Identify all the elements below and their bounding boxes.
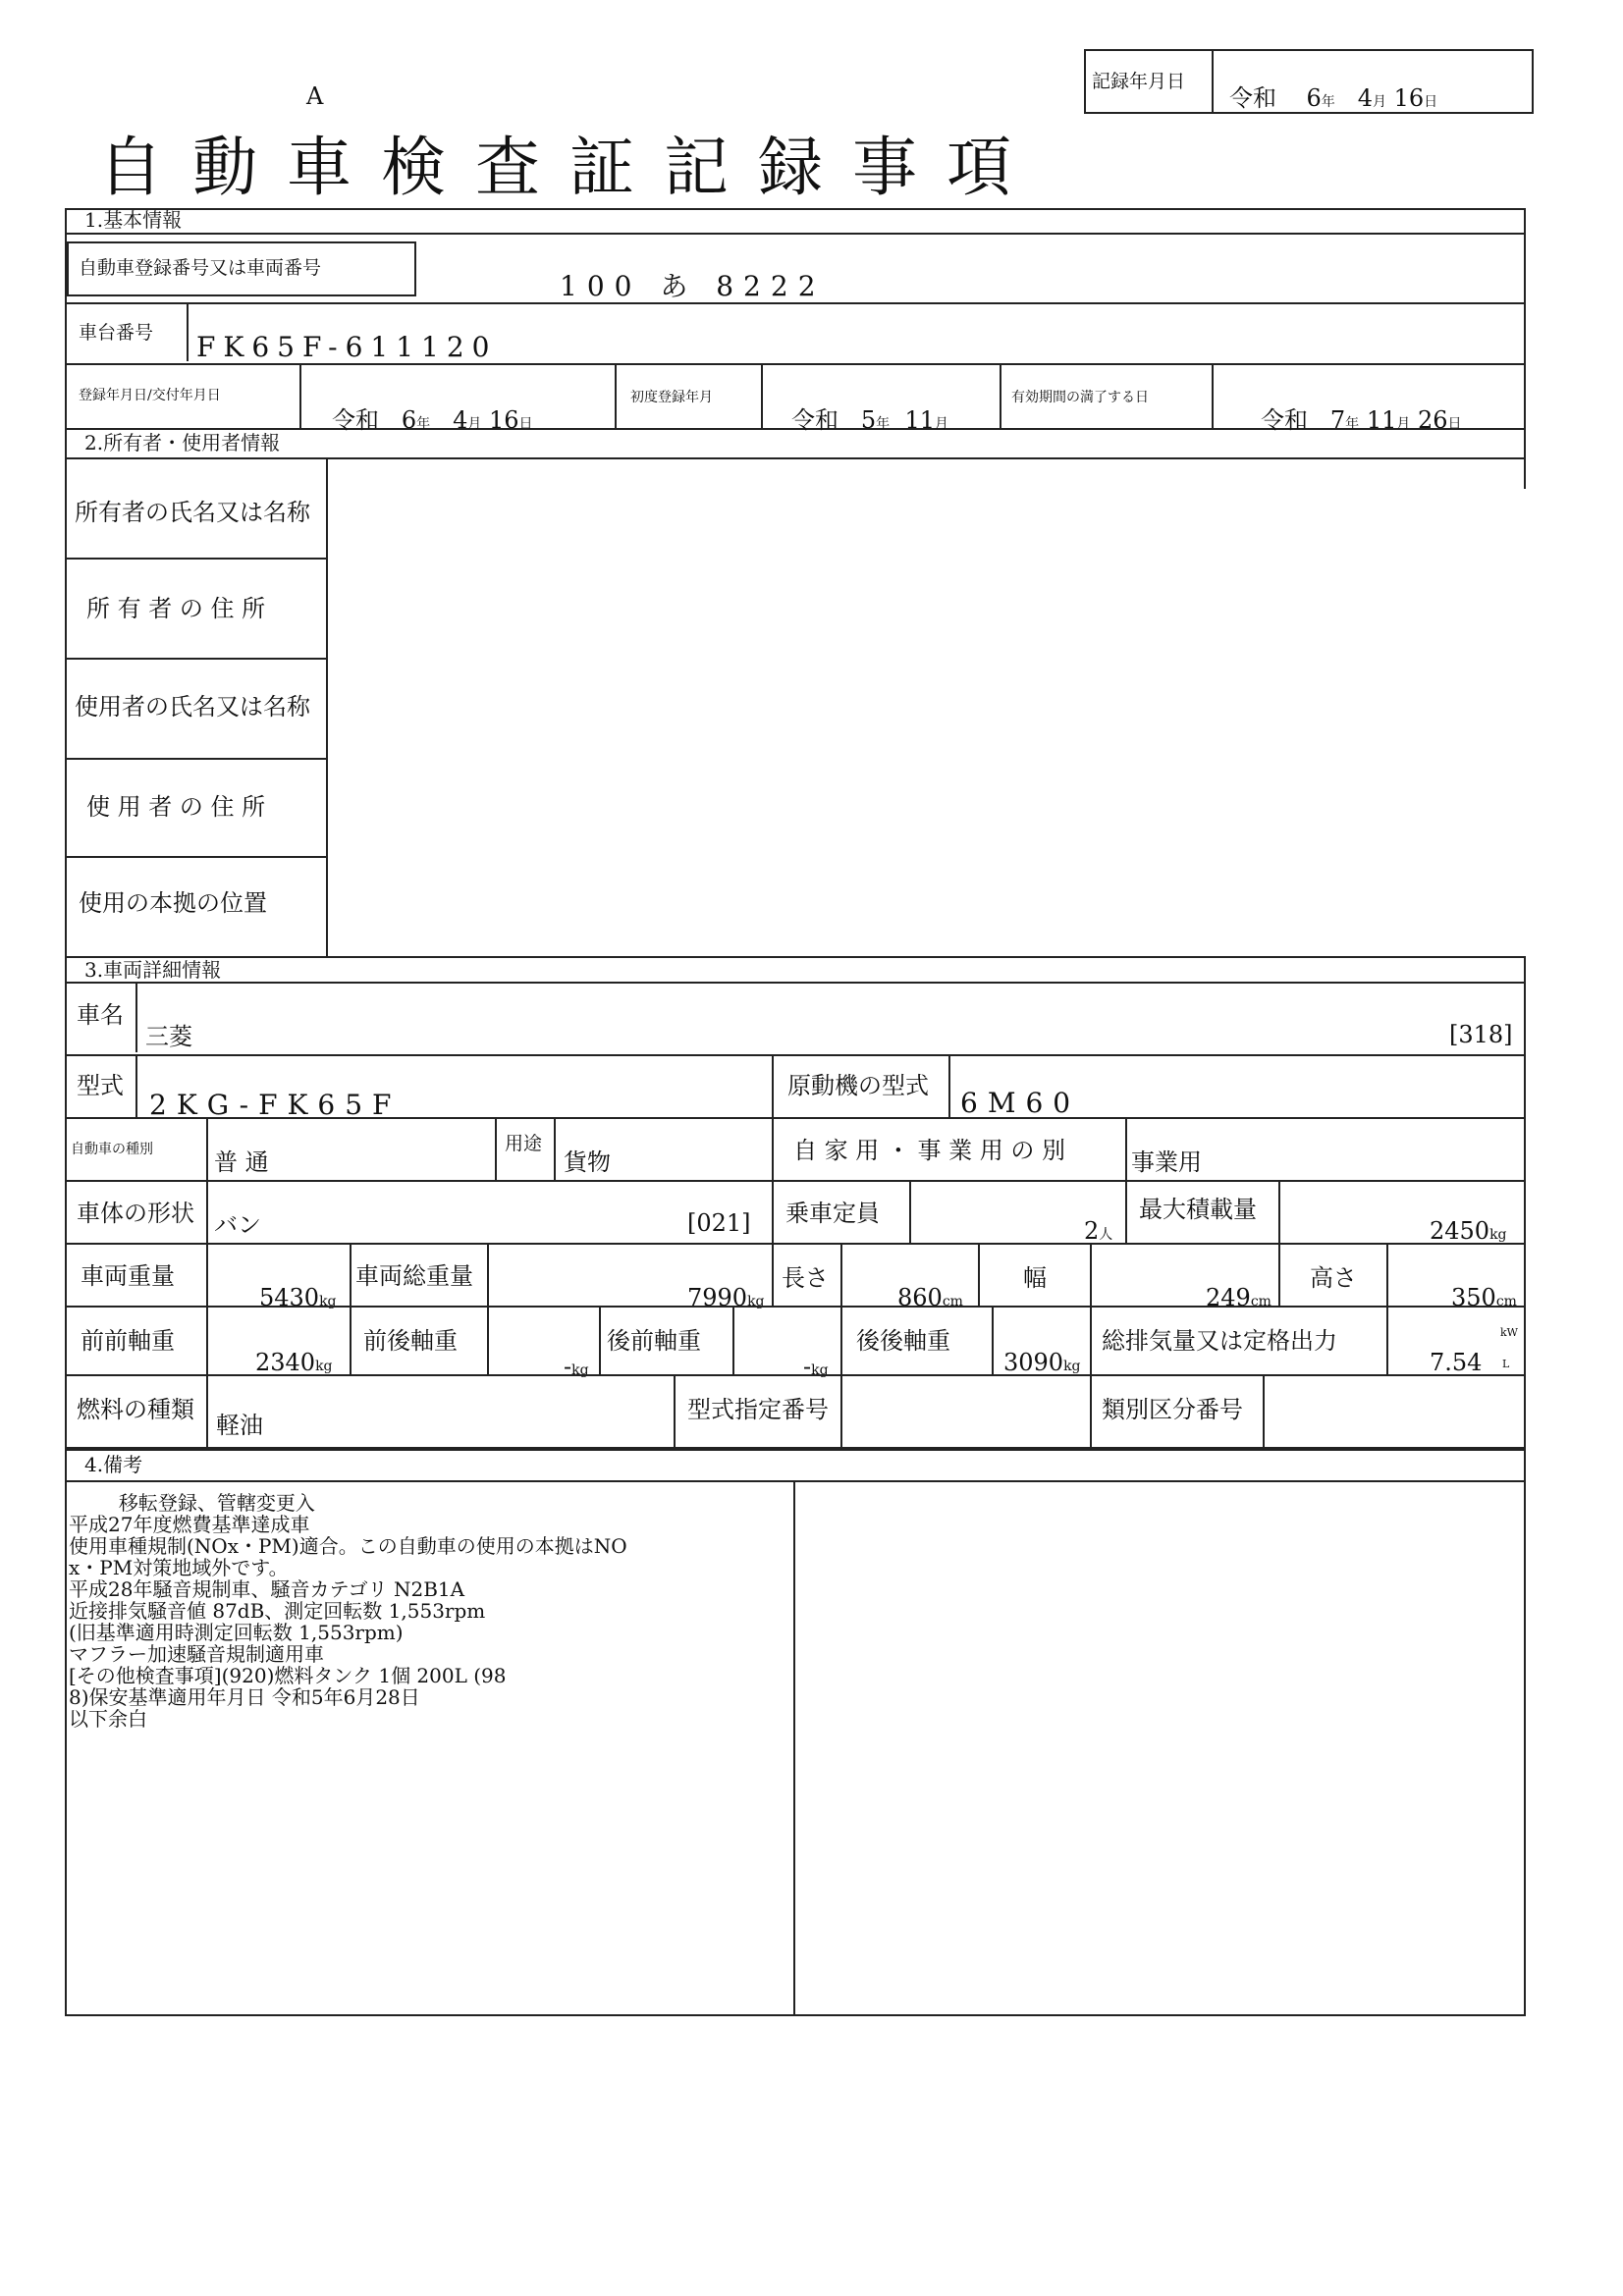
kind-label: 自動車の種別 — [71, 1142, 153, 1157]
fuel-label: 燃料の種類 — [77, 1396, 194, 1423]
remarks-line: 移転登録、管轄変更入 — [69, 1491, 315, 1515]
doc-mark: A — [306, 82, 324, 110]
expiry-label: 有効期間の満了する日 — [1011, 390, 1149, 405]
body-label: 車体の形状 — [77, 1200, 194, 1227]
section-4-heading: 4.備考 — [84, 1453, 143, 1476]
first-reg-label: 初度登録年月 — [630, 390, 713, 405]
front-rear-axle-label: 前後軸重 — [363, 1327, 458, 1355]
gross-weight-label: 車両総重量 — [355, 1262, 473, 1290]
record-date-label: 記録年月日 — [1092, 71, 1186, 92]
remarks-line: 以下余白 — [69, 1707, 147, 1731]
kind-value: 普 通 — [214, 1148, 269, 1176]
rear-front-axle-value: -kg — [803, 1353, 829, 1380]
max-load-value: 2450kg — [1430, 1217, 1507, 1245]
section-2-heading: 2.所有者・使用者情報 — [84, 431, 281, 454]
max-load-label: 最大積載量 — [1139, 1196, 1257, 1223]
front-front-axle-value: 2340kg — [255, 1349, 333, 1376]
base-location-label: 使用の本拠の位置 — [79, 889, 267, 917]
length-label: 長さ — [782, 1264, 829, 1292]
maker-code: [318] — [1449, 1021, 1513, 1048]
chassis-label: 車台番号 — [79, 322, 154, 344]
page-title: 自動車検査証記録事項 — [98, 130, 1041, 205]
remarks-line: x・PM対策地域外です。 — [69, 1556, 289, 1579]
front-rear-axle-value: -kg — [564, 1353, 589, 1380]
engine-value: 6M60 — [960, 1087, 1081, 1119]
displacement-label: 総排気量又は定格出力 — [1102, 1327, 1337, 1355]
section-3-heading: 3.車両詳細情報 — [84, 958, 222, 982]
gross-weight-value: 7990kg — [687, 1284, 765, 1311]
width-label: 幅 — [1023, 1264, 1047, 1292]
owner-name-label: 所有者の氏名又は名称 — [75, 499, 310, 526]
displacement-unit-kw: kW — [1500, 1326, 1518, 1339]
height-value: 350cm — [1451, 1284, 1517, 1311]
width-value: 249cm — [1206, 1284, 1271, 1311]
remarks-line: マフラー加速騒音規制適用車 — [69, 1642, 324, 1666]
weight-value: 5430kg — [259, 1284, 337, 1311]
displacement-value: 7.54 — [1430, 1349, 1483, 1376]
remarks-text — [69, 1492, 789, 1730]
remarks-line: 8)保安基準適用年月日 令和5年6月28日 — [69, 1685, 420, 1709]
height-label: 高さ — [1310, 1264, 1357, 1292]
type-designation-label: 型式指定番号 — [687, 1396, 829, 1423]
use-label: 用途 — [505, 1133, 543, 1154]
engine-label: 原動機の型式 — [787, 1072, 929, 1099]
rear-rear-axle-label: 後後軸重 — [856, 1327, 950, 1355]
first-reg-value: 令和 5年 11月 — [791, 406, 948, 434]
reg-no-label: 自動車登録番号又は車両番号 — [79, 257, 322, 279]
fuel-value: 軽油 — [216, 1412, 263, 1439]
remarks-line: 使用車種規制(NOx・PM)適合。この自動車の使用の本拠はNO — [69, 1534, 627, 1558]
displacement-unit-l: L — [1502, 1358, 1510, 1370]
remarks-line: 平成28年騒音規制車、騒音カテゴリ N2B1A — [69, 1577, 465, 1601]
length-value: 860cm — [897, 1284, 963, 1311]
capacity-label: 乗車定員 — [785, 1200, 880, 1227]
front-front-axle-label: 前前軸重 — [81, 1327, 175, 1355]
business-value: 事業用 — [1131, 1148, 1202, 1176]
user-name-label: 使用者の氏名又は名称 — [75, 693, 310, 721]
remarks-line: (旧基準適用時測定回転数 1,553rpm) — [69, 1621, 404, 1644]
section-1-heading: 1.基本情報 — [84, 208, 183, 232]
model-label: 型式 — [77, 1072, 124, 1099]
owner-address-label: 所 有 者 の 住 所 — [86, 595, 266, 622]
reg-date-label: 登録年月日/交付年月日 — [79, 388, 221, 403]
user-address-label: 使 用 者 の 住 所 — [86, 793, 266, 821]
record-date: 令和 6年 4月 16日 — [1229, 84, 1438, 112]
expiry-value: 令和 7年 11月 26日 — [1261, 406, 1462, 434]
capacity-value: 2人 — [1084, 1217, 1113, 1245]
maker-value: 三菱 — [145, 1023, 192, 1050]
maker-label: 車名 — [77, 1001, 124, 1029]
class-number-label: 類別区分番号 — [1102, 1396, 1243, 1423]
use-value: 貨物 — [564, 1148, 611, 1176]
remarks-line: 平成27年度燃費基準達成車 — [69, 1513, 310, 1536]
body-value: バン — [214, 1211, 261, 1239]
business-label: 自 家 用 ・ 事 業 用 の 別 — [793, 1137, 1066, 1164]
rear-rear-axle-value: 3090kg — [1003, 1349, 1081, 1376]
rear-front-axle-label: 後前軸重 — [607, 1327, 701, 1355]
model-value: 2KG-FK65F — [149, 1089, 402, 1121]
remarks-line: [その他検査事項](920)燃料タンク 1個 200L (98 — [69, 1664, 507, 1687]
body-code: [021] — [687, 1209, 751, 1237]
reg-date-value: 令和 6年 4月 16日 — [332, 406, 533, 434]
weight-label: 車両重量 — [81, 1262, 175, 1290]
remarks-line: 近接排気騒音値 87dB、測定回転数 1,553rpm — [69, 1599, 486, 1623]
chassis-value: FK65F-611120 — [196, 331, 498, 363]
reg-no-value: 100 あ 8222 — [560, 270, 826, 302]
